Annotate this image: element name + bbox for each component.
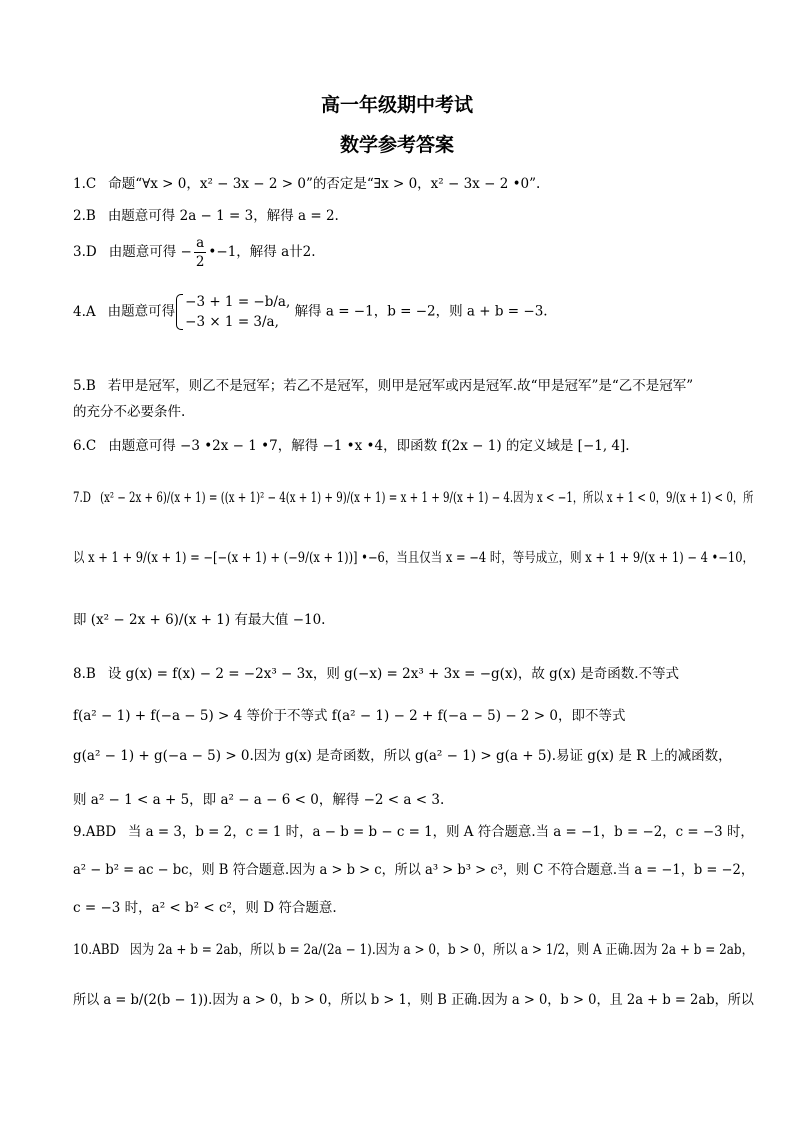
system-equation-1: −3 + 1 = −b/a, — [185, 294, 291, 310]
answer-item-5-cont — [73, 402, 185, 422]
answer-item-3 — [73, 234, 316, 271]
fraction-numerator: a — [194, 234, 207, 253]
answer-item-8 — [73, 664, 679, 684]
answer-item-8-line-2 — [73, 706, 626, 726]
item-text-line-1: 因为 2a + b = 2ab，所以 b = 2a/(2a − 1).因为 a > 0，b > 0，所以 a > 1/2，则 A 正确.因为 2a + b = 2ab， — [129, 942, 754, 958]
item-label: 8.B — [73, 666, 96, 682]
item-text-line-2: f(a² − 1) + f(−a − 5) > 4 等价于不等式 f(a² − 1) − 2 + f(−a − 5) − 2 > 0，即不等式 — [73, 708, 626, 724]
item-text-line-3: g(a² − 1) + g(−a − 5) > 0.因为 g(x) 是奇函数，所以 g(a² − 1) > g(a + 5).易证 g(x) 是 R 上的减函数， — [73, 748, 732, 764]
item-text: 若甲是冠军，则乙不是冠军；若乙不是冠军，则甲是冠军或丙是冠军.故“甲是冠军”是“乙不是冠军” — [107, 378, 694, 394]
item-text-line-3: 即 (x² − 2x + 6)/(x + 1) 有最大值 −10. — [73, 612, 326, 628]
item-text-after: 解得 a = −1，b = −2，则 a + b = −3. — [294, 303, 548, 320]
answer-item-7 — [73, 488, 753, 508]
item-text-line-1: 设 g(x) = f(x) − 2 = −2x³ − 3x，则 g(−x) = 2x³ + 3x = −g(x)，故 g(x) 是奇函数.不等式 — [107, 666, 679, 682]
item-label: 3.D — [73, 244, 97, 260]
item-label: 9.ABD — [73, 824, 117, 840]
item-text: 命题“∀x > 0，x² − 3x − 2 > 0”的否定是“∃x > 0，x² − 3x − 2 •0”. — [108, 176, 541, 192]
answer-item-8-line-3 — [73, 746, 732, 766]
answer-item-10 — [73, 940, 754, 960]
item-text-after: •−1，解得 a卄2. — [208, 244, 316, 260]
item-text-line-2: 以 x + 1 + 9/(x + 1) = −[−(x + 1) + (−9/(x + 1))] •−6，当且仅当 x = −4 时，等号成立，则 x + 1 + 9/(x + 1) − 4 •−10， — [73, 550, 754, 566]
item-text: 由题意可得 −3 •2x − 1 •7，解得 −1 •x •4，即函数 f(2x − 1) 的定义域是 [−1, 4]. — [108, 438, 630, 454]
answer-item-2 — [73, 206, 339, 226]
equation-system — [175, 292, 290, 332]
answer-item-9 — [73, 822, 754, 842]
answer-item-9-line-2 — [73, 860, 754, 880]
item-text-cont: 的充分不必要条件. — [73, 404, 186, 420]
item-label: 10.ABD — [73, 942, 120, 958]
answer-item-9-line-3 — [73, 898, 337, 918]
fraction-denominator: 2 — [195, 254, 205, 270]
item-label: 2.B — [73, 208, 96, 224]
answer-item-10-line-2 — [73, 990, 754, 1010]
item-text-line-2: a² − b² = ac − bc，则 B 符合题意.因为 a > b > c，所以 a³ > b³ > c³，则 C 不符合题意.当 a = −1，b = −2， — [73, 862, 754, 878]
item-text-line-4: 则 a² − 1 < a + 5，即 a² − a − 6 < 0，解得 −2 < a < 3. — [73, 792, 445, 808]
item-text-line-1: (x² − 2x + 6)/(x + 1) = ((x + 1)² − 4(x + 1) + 9)/(x + 1) = x + 1 + 9/(x + 1) − 4.因为 x < −1，所以 x + 1 < 0，9/(x + 1) < 0，所 — [100, 490, 754, 506]
item-label: 4.A — [73, 303, 96, 320]
item-text-line-1: 当 a = 3，b = 2，c = 1 时，a − b = b − c = 1，则 A 符合题意.当 a = −1，b = −2，c = −3 时， — [127, 824, 754, 840]
fraction — [194, 234, 207, 271]
item-text-before: 由题意可得 — [107, 303, 176, 320]
item-text: 由题意可得 2a − 1 = 3，解得 a = 2. — [107, 208, 339, 224]
answer-item-6 — [73, 436, 630, 456]
answer-item-5 — [73, 376, 693, 396]
exam-title: 高一年级期中考试 — [320, 94, 473, 116]
item-text-line-2: 所以 a = b/(2(b − 1)).因为 a > 0，b > 0，所以 b > 1，则 B 正确.因为 a > 0，b > 0，且 2a + b = 2ab，所以 — [73, 992, 754, 1008]
item-label: 1.C — [73, 176, 97, 192]
answer-subtitle: 数学参考答案 — [339, 134, 454, 156]
item-label: 6.C — [73, 438, 97, 454]
answer-item-7-line-2 — [73, 548, 754, 568]
answer-item-4 — [73, 292, 548, 332]
answer-item-1 — [73, 174, 540, 194]
item-label: 5.B — [73, 378, 96, 394]
item-text-before: 由题意可得 − — [108, 244, 192, 260]
answer-item-7-line-3 — [73, 610, 325, 630]
item-label: 7.D — [73, 490, 91, 506]
item-text-line-3: c = −3 时，a² < b² < c²，则 D 符合题意. — [73, 900, 337, 916]
system-equation-2: −3 × 1 = 3/a, — [185, 314, 279, 330]
answer-item-8-line-4 — [73, 790, 444, 810]
